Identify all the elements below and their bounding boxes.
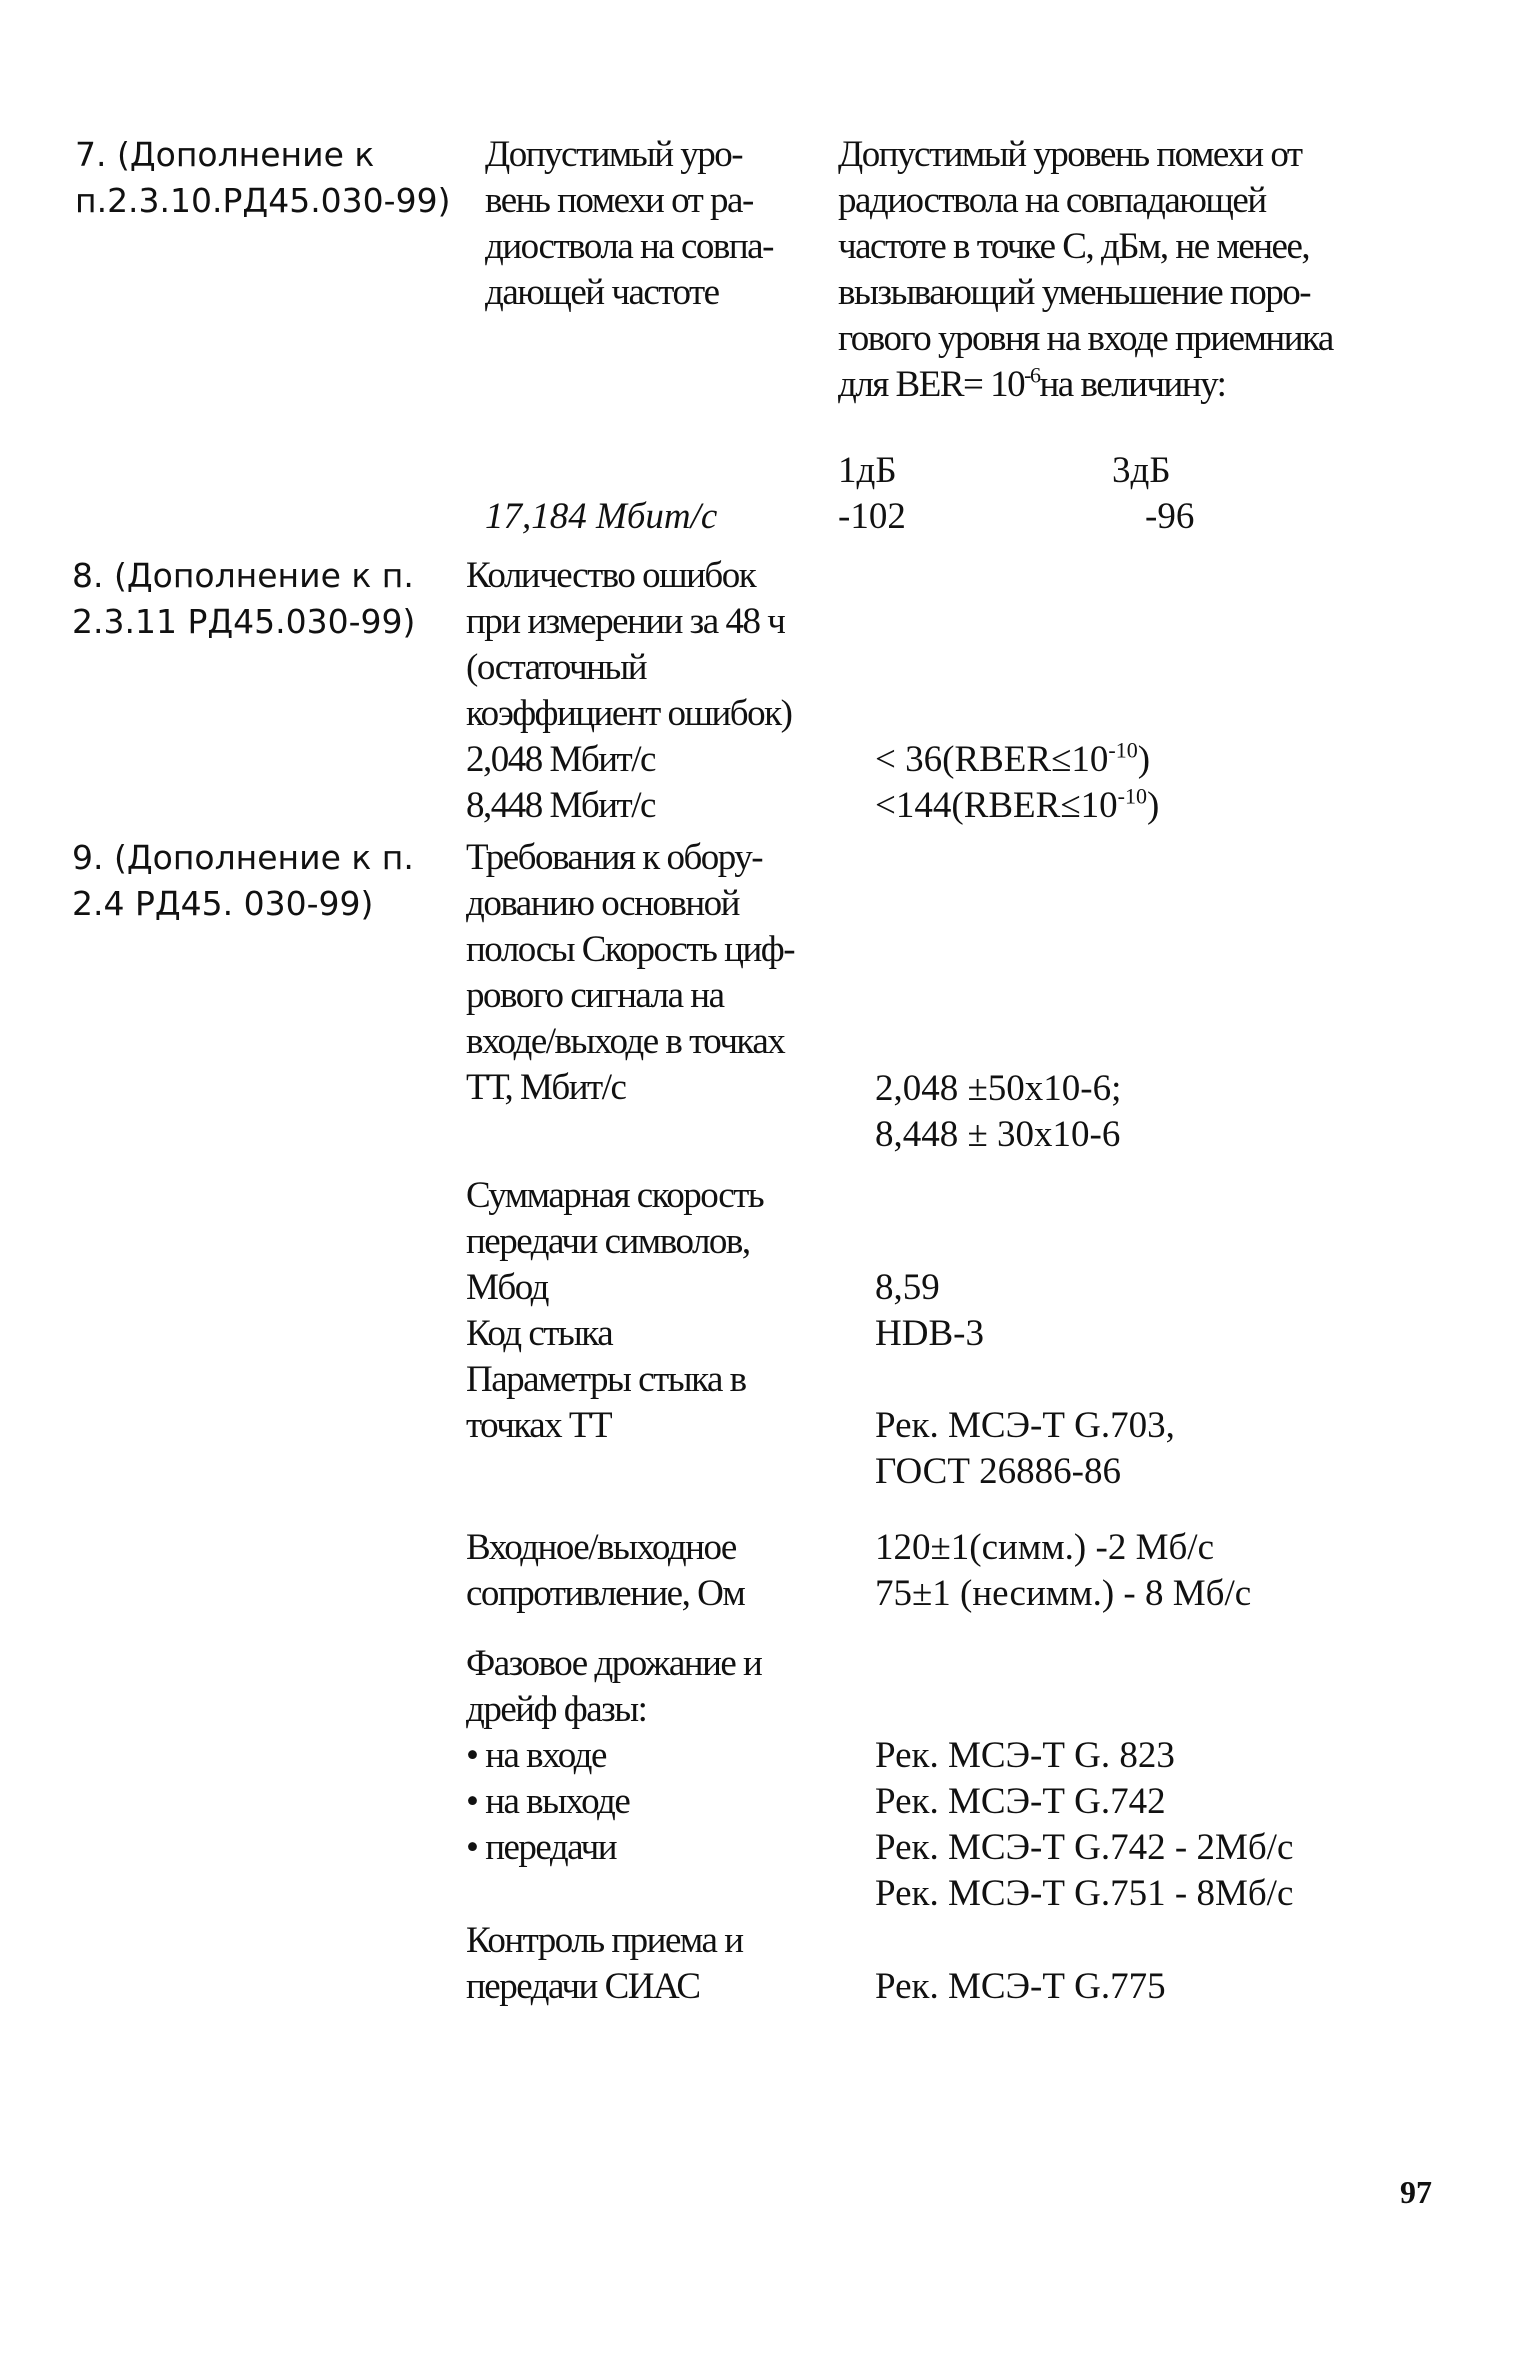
row8-value-8448: $<144(RBER\le 10^{-10})$ [875, 783, 1160, 826]
row7-value-1db: -102 [838, 496, 906, 537]
symbol-rate-label: Суммарная скорость передачи символов, Мбод [466, 1175, 764, 1308]
row9-parameter: Требования к обору- дованию основной полосы Скорость циф- рового сигнала на входе/выходе в точках ТТ, Мбит/с [466, 837, 795, 1108]
row8-reference: 8. (Дополнение к п. 2.3.11 РД45.030-99) [72, 556, 416, 641]
row7-value-3db: -96 [1145, 496, 1195, 537]
row7-rate: 17,184 Мбит/с [485, 496, 718, 537]
symbol-rate-value: 8,59 [875, 1267, 940, 1308]
row8-parameter: Количество ошибок при измерении за 48 ч (остаточный коэффициент ошибок) 2,048 Мбит/с 8,448 Мбит/с [466, 555, 792, 826]
col-head-1db: 1дБ [838, 450, 897, 491]
jitter-values: Рек. МСЭ-Т G. 823 Рек. МСЭ-Т G.742 Рек. МСЭ-Т G.742 - 2Мб/с Рек. МСЭ-Т G.751 - 8Мб/с [875, 1735, 1294, 1914]
col-head-3db: 3дБ [1112, 450, 1171, 491]
row9-param-values: 2,048 ±50x10-6; 8,448 ± 30x10-6 [875, 1068, 1122, 1155]
row9-reference: 9. (Дополнение к п. 2.4 РД45. 030-99) [72, 838, 414, 923]
page-number: 97 [1400, 2174, 1432, 2210]
line-code-value: HDB-3 [875, 1313, 984, 1354]
row7-parameter: Допустимый уро- вень помехи от ра- диоствола на совпа- дающей частоте [485, 134, 773, 313]
line-code-label: Код стыка [466, 1313, 613, 1354]
ctrl-label: Контроль приема и передачи СИАС [466, 1920, 743, 2007]
requirement-last-line: для $BER= 10^{-6}на$ величину: [838, 362, 1226, 405]
row8-value-2048: < $36(RBER\le 10^{-10})$ [875, 737, 1151, 780]
impedance-label: Входное/выходное сопротивление, Ом [466, 1527, 745, 1614]
ctrl-value: Рек. МСЭ-Т G.775 [875, 1966, 1166, 2007]
jitter-label: Фазовое дрожание и дрейф фазы: • на входе • на выходе • передачи [466, 1643, 762, 1868]
interface-value: Рек. МСЭ-Т G.703, ГОСТ 26886-86 [875, 1405, 1175, 1492]
row7-requirement: Допустимый уровень помехи от радиоствола на совпадающей частоте в точке С, дБм, не менее, вызывающий уменьшение поро- гового уровня на входе приемника для $BER= 10^{-6}на$ величину: [838, 132, 1333, 408]
row7-reference: 7. (Дополнение к п.2.3.10.РД45.030-99) [75, 135, 451, 220]
interface-label: Параметры стыка в точках ТТ [466, 1359, 746, 1446]
impedance-value: 120±1(симм.) -2 Мб/с 75±1 (несимм.) - 8 Мб/с [875, 1527, 1252, 1614]
